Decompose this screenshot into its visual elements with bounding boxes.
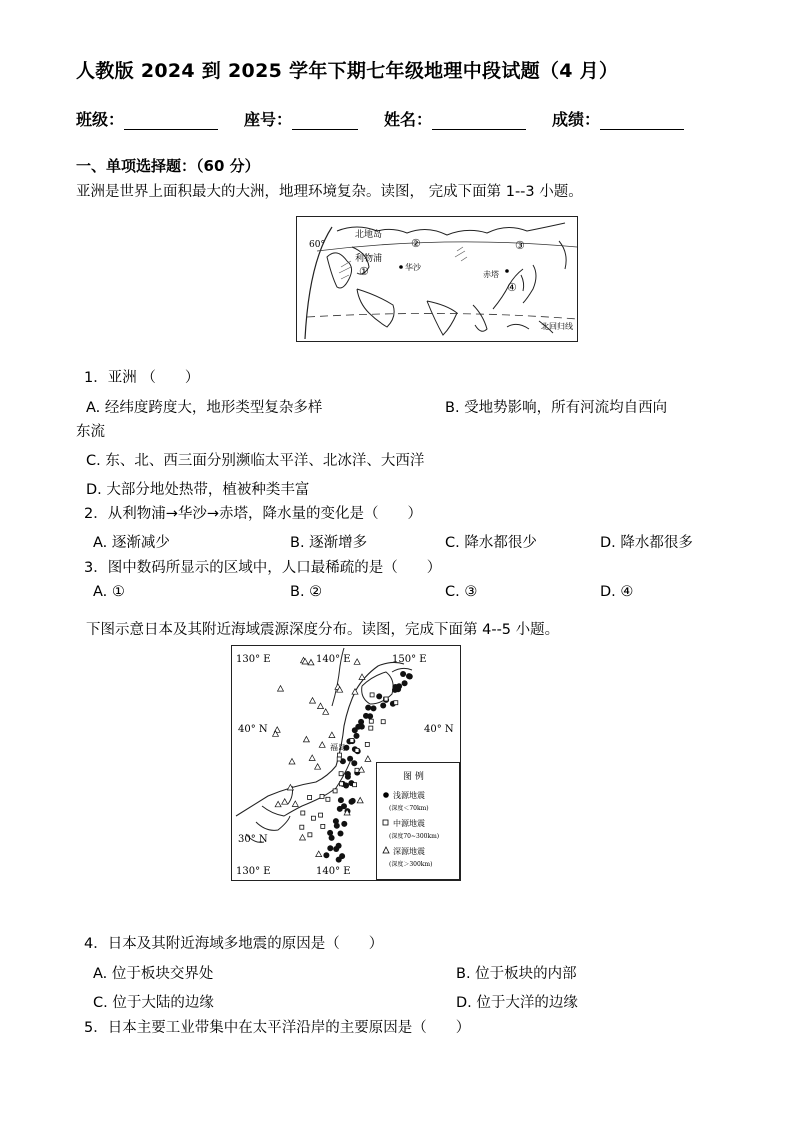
intermediate-quake-marker	[300, 825, 304, 829]
intermediate-quake-marker	[370, 693, 374, 697]
shallow-quake-marker	[336, 843, 342, 849]
asia-map-svg	[297, 217, 577, 341]
question-1: 1．亚洲 （ ）	[84, 370, 200, 386]
deep-quake-marker	[319, 742, 325, 748]
section-intro: 亚洲是世界上面积最大的大洲，地理环境复杂。读图， 完成下面第 1--3 小题。	[76, 184, 583, 200]
intermediate-quake-marker	[311, 816, 315, 820]
q2-option-c[interactable]: C. 降水都很少	[445, 535, 537, 551]
shallow-quake-marker	[371, 705, 377, 711]
deep-quake-marker	[282, 799, 288, 805]
shallow-quake-marker	[406, 673, 412, 679]
name-label: 姓名：	[384, 110, 433, 129]
seat-blank[interactable]	[292, 113, 358, 130]
question-4: 4．日本及其附近海域多地震的原因是（ ）	[84, 936, 384, 952]
score-label: 成绩：	[552, 110, 601, 129]
q4-option-a[interactable]: A. 位于板块交界处	[93, 966, 214, 982]
lon-label-140-bottom: 140° E	[316, 866, 351, 877]
question-3: 3．图中数码所显示的区域中，人口最稀疏的是（ ）	[84, 560, 442, 576]
section-intro-2: 下图示意日本及其附近海域震源深度分布。读图，完成下面第 4--5 小题。	[86, 622, 560, 638]
intermediate-quake-marker	[369, 719, 373, 723]
shallow-quake-marker	[354, 733, 360, 739]
q2-option-a[interactable]: A. 逐渐减少	[93, 535, 170, 551]
place-fukushima: 福岛	[330, 743, 346, 752]
shallow-quake-marker	[347, 756, 353, 762]
deep-quake-symbol	[383, 847, 389, 853]
deep-quake-marker	[292, 801, 298, 807]
q4-option-b[interactable]: B. 位于板块的内部	[456, 966, 577, 982]
class-field	[76, 107, 218, 130]
deep-quake-marker	[309, 755, 315, 761]
shallow-quake-marker	[323, 852, 329, 858]
intermediate-quake-marker	[308, 833, 312, 837]
legend-deep: 深源地震	[393, 847, 425, 856]
name-blank[interactable]	[432, 113, 526, 130]
lon-label-130-top: 130° E	[236, 654, 271, 665]
question-5: 5．日本主要工业带集中在太平洋沿岸的主要原因是（ ）	[84, 1020, 471, 1036]
deep-quake-marker	[323, 709, 329, 715]
legend-shallow: 浅源地震	[393, 791, 425, 800]
region-4: ④	[507, 281, 517, 294]
deep-quake-marker	[316, 851, 322, 857]
deep-quake-marker	[354, 659, 360, 665]
warsaw-dot	[399, 265, 403, 269]
place-liverpool: 利物浦	[355, 254, 383, 264]
q1-option-b-wrap: 东流	[76, 424, 105, 440]
shallow-quake-marker	[336, 857, 342, 863]
deep-quake-marker	[318, 703, 324, 709]
deep-quake-marker	[365, 756, 371, 762]
shallow-quake-marker	[365, 705, 371, 711]
intermediate-quake-marker	[369, 726, 373, 730]
shallow-quake-marker	[350, 798, 356, 804]
deep-quake-marker	[289, 759, 295, 765]
shallow-quake-marker	[338, 831, 344, 837]
class-label: 班级：	[76, 110, 125, 129]
q3-option-d[interactable]: D. ④	[600, 584, 634, 600]
question-2: 2．从利物浦→华沙→赤塔，降水量的变化是（ ）	[84, 506, 423, 522]
legend-intermediate-note: (深度70~300km)	[389, 833, 440, 840]
tropic-label: 北回归线	[541, 322, 573, 331]
lon-label-140-top: 140° E	[316, 654, 351, 665]
shallow-quake-marker	[351, 760, 357, 766]
place-beidi: 北地岛	[355, 230, 383, 240]
q1-option-b[interactable]: B. 受地势影响，所有河流均自西向	[445, 400, 668, 416]
deep-quake-marker	[352, 689, 358, 695]
seat-label: 座号：	[244, 110, 293, 129]
page-title: 人教版 2024 到 2025 学年下期七年级地理中段试题（4 月）	[76, 60, 619, 82]
intermediate-quake-marker	[365, 742, 369, 746]
asia-map	[296, 216, 578, 342]
intermediate-quake-marker	[319, 813, 323, 817]
q4-option-c[interactable]: C. 位于大陆的边缘	[93, 995, 214, 1011]
shallow-quake-marker	[341, 821, 347, 827]
deep-quake-marker	[315, 764, 321, 770]
legend-shallow-note: (深度＜70km)	[389, 805, 429, 812]
shallow-quake-marker	[334, 823, 340, 829]
section-heading: 一、单项选择题：（60 分）	[76, 157, 260, 175]
region-3: ③	[515, 239, 525, 252]
shallow-quake-marker	[363, 713, 369, 719]
lat-label-40-left: 40° N	[238, 724, 268, 735]
score-field	[552, 107, 684, 130]
place-warsaw: 华沙	[405, 263, 421, 272]
shallow-quake-marker	[327, 845, 333, 851]
seat-field	[244, 107, 358, 130]
intermediate-quake-marker	[337, 757, 341, 761]
intermediate-quake-marker	[339, 772, 343, 776]
score-blank[interactable]	[600, 113, 684, 130]
deep-quake-marker	[300, 835, 306, 841]
intermediate-quake-marker	[384, 697, 388, 701]
q2-option-b[interactable]: B. 逐渐增多	[290, 535, 368, 551]
deep-quake-marker	[308, 659, 314, 665]
shallow-quake-marker	[337, 806, 343, 812]
deep-quake-marker	[359, 674, 365, 680]
place-chita: 赤塔	[483, 270, 499, 279]
intermediate-quake-marker	[394, 701, 398, 705]
q3-option-b[interactable]: B. ②	[290, 584, 323, 600]
region-1: ①	[359, 265, 369, 278]
legend-intermediate: 中源地震	[393, 819, 425, 828]
intermediate-quake-marker	[350, 739, 354, 743]
map-legend	[376, 762, 460, 880]
deep-quake-marker	[310, 698, 316, 704]
shallow-quake-marker	[402, 680, 408, 686]
legend-title: 图 例	[403, 772, 424, 782]
class-blank[interactable]	[124, 113, 218, 130]
shallow-quake-marker	[400, 671, 406, 677]
shallow-quake-marker	[395, 686, 401, 692]
legend-deep-note: (深度＞300km)	[389, 861, 433, 868]
shallow-quake-symbol	[383, 792, 389, 798]
q1-option-c[interactable]: C. 东、北、西三面分别濒临太平洋、北冰洋、大西洋	[86, 453, 425, 469]
intermediate-quake-marker	[353, 783, 357, 787]
lat-label-30-left: 30° N	[238, 834, 268, 845]
intermediate-quake-marker	[320, 794, 324, 798]
intermediate-quake-marker	[381, 720, 385, 724]
shallow-quake-marker	[338, 797, 344, 803]
shallow-quake-marker	[329, 835, 335, 841]
q3-option-c[interactable]: C. ③	[445, 584, 478, 600]
japan-earthquake-map	[231, 645, 461, 881]
intermediate-quake-marker	[355, 748, 359, 752]
chita-dot	[505, 269, 509, 273]
deep-quake-marker	[303, 736, 309, 742]
shallow-quake-marker	[380, 703, 386, 709]
intermediate-quake-marker	[339, 782, 343, 786]
lon-label-130-bottom: 130° E	[236, 866, 271, 877]
q2-option-d[interactable]: D. 降水都很多	[600, 535, 693, 551]
intermediate-quake-symbol	[383, 820, 388, 825]
shallow-quake-marker	[345, 774, 351, 780]
q1-option-a[interactable]: A. 经纬度跨度大，地形类型复杂多样	[86, 400, 323, 416]
intermediate-quake-marker	[326, 797, 330, 801]
legend-svg	[377, 763, 459, 879]
region-2: ②	[411, 237, 421, 250]
intermediate-quake-marker	[333, 789, 337, 793]
q1-option-d[interactable]: D. 大部分地处热带，植被种类丰富	[86, 482, 310, 498]
deep-quake-marker	[357, 797, 363, 803]
deep-quake-marker	[329, 732, 335, 738]
intermediate-quake-marker	[301, 811, 305, 815]
q3-option-a[interactable]: A. ①	[93, 584, 125, 600]
lat-label: 60°	[309, 240, 325, 250]
shallow-quake-marker	[376, 693, 382, 699]
name-field	[384, 107, 526, 130]
q4-option-d[interactable]: D. 位于大洋的边缘	[456, 995, 578, 1011]
deep-quake-marker	[278, 686, 284, 692]
intermediate-quake-marker	[308, 796, 312, 800]
lat-label-40-right: 40° N	[424, 724, 454, 735]
deep-quake-marker	[275, 801, 281, 807]
lon-label-150-top: 150° E	[392, 654, 427, 665]
intermediate-quake-marker	[321, 824, 325, 828]
shallow-quake-marker	[355, 724, 361, 730]
intermediate-quake-marker	[338, 753, 342, 757]
